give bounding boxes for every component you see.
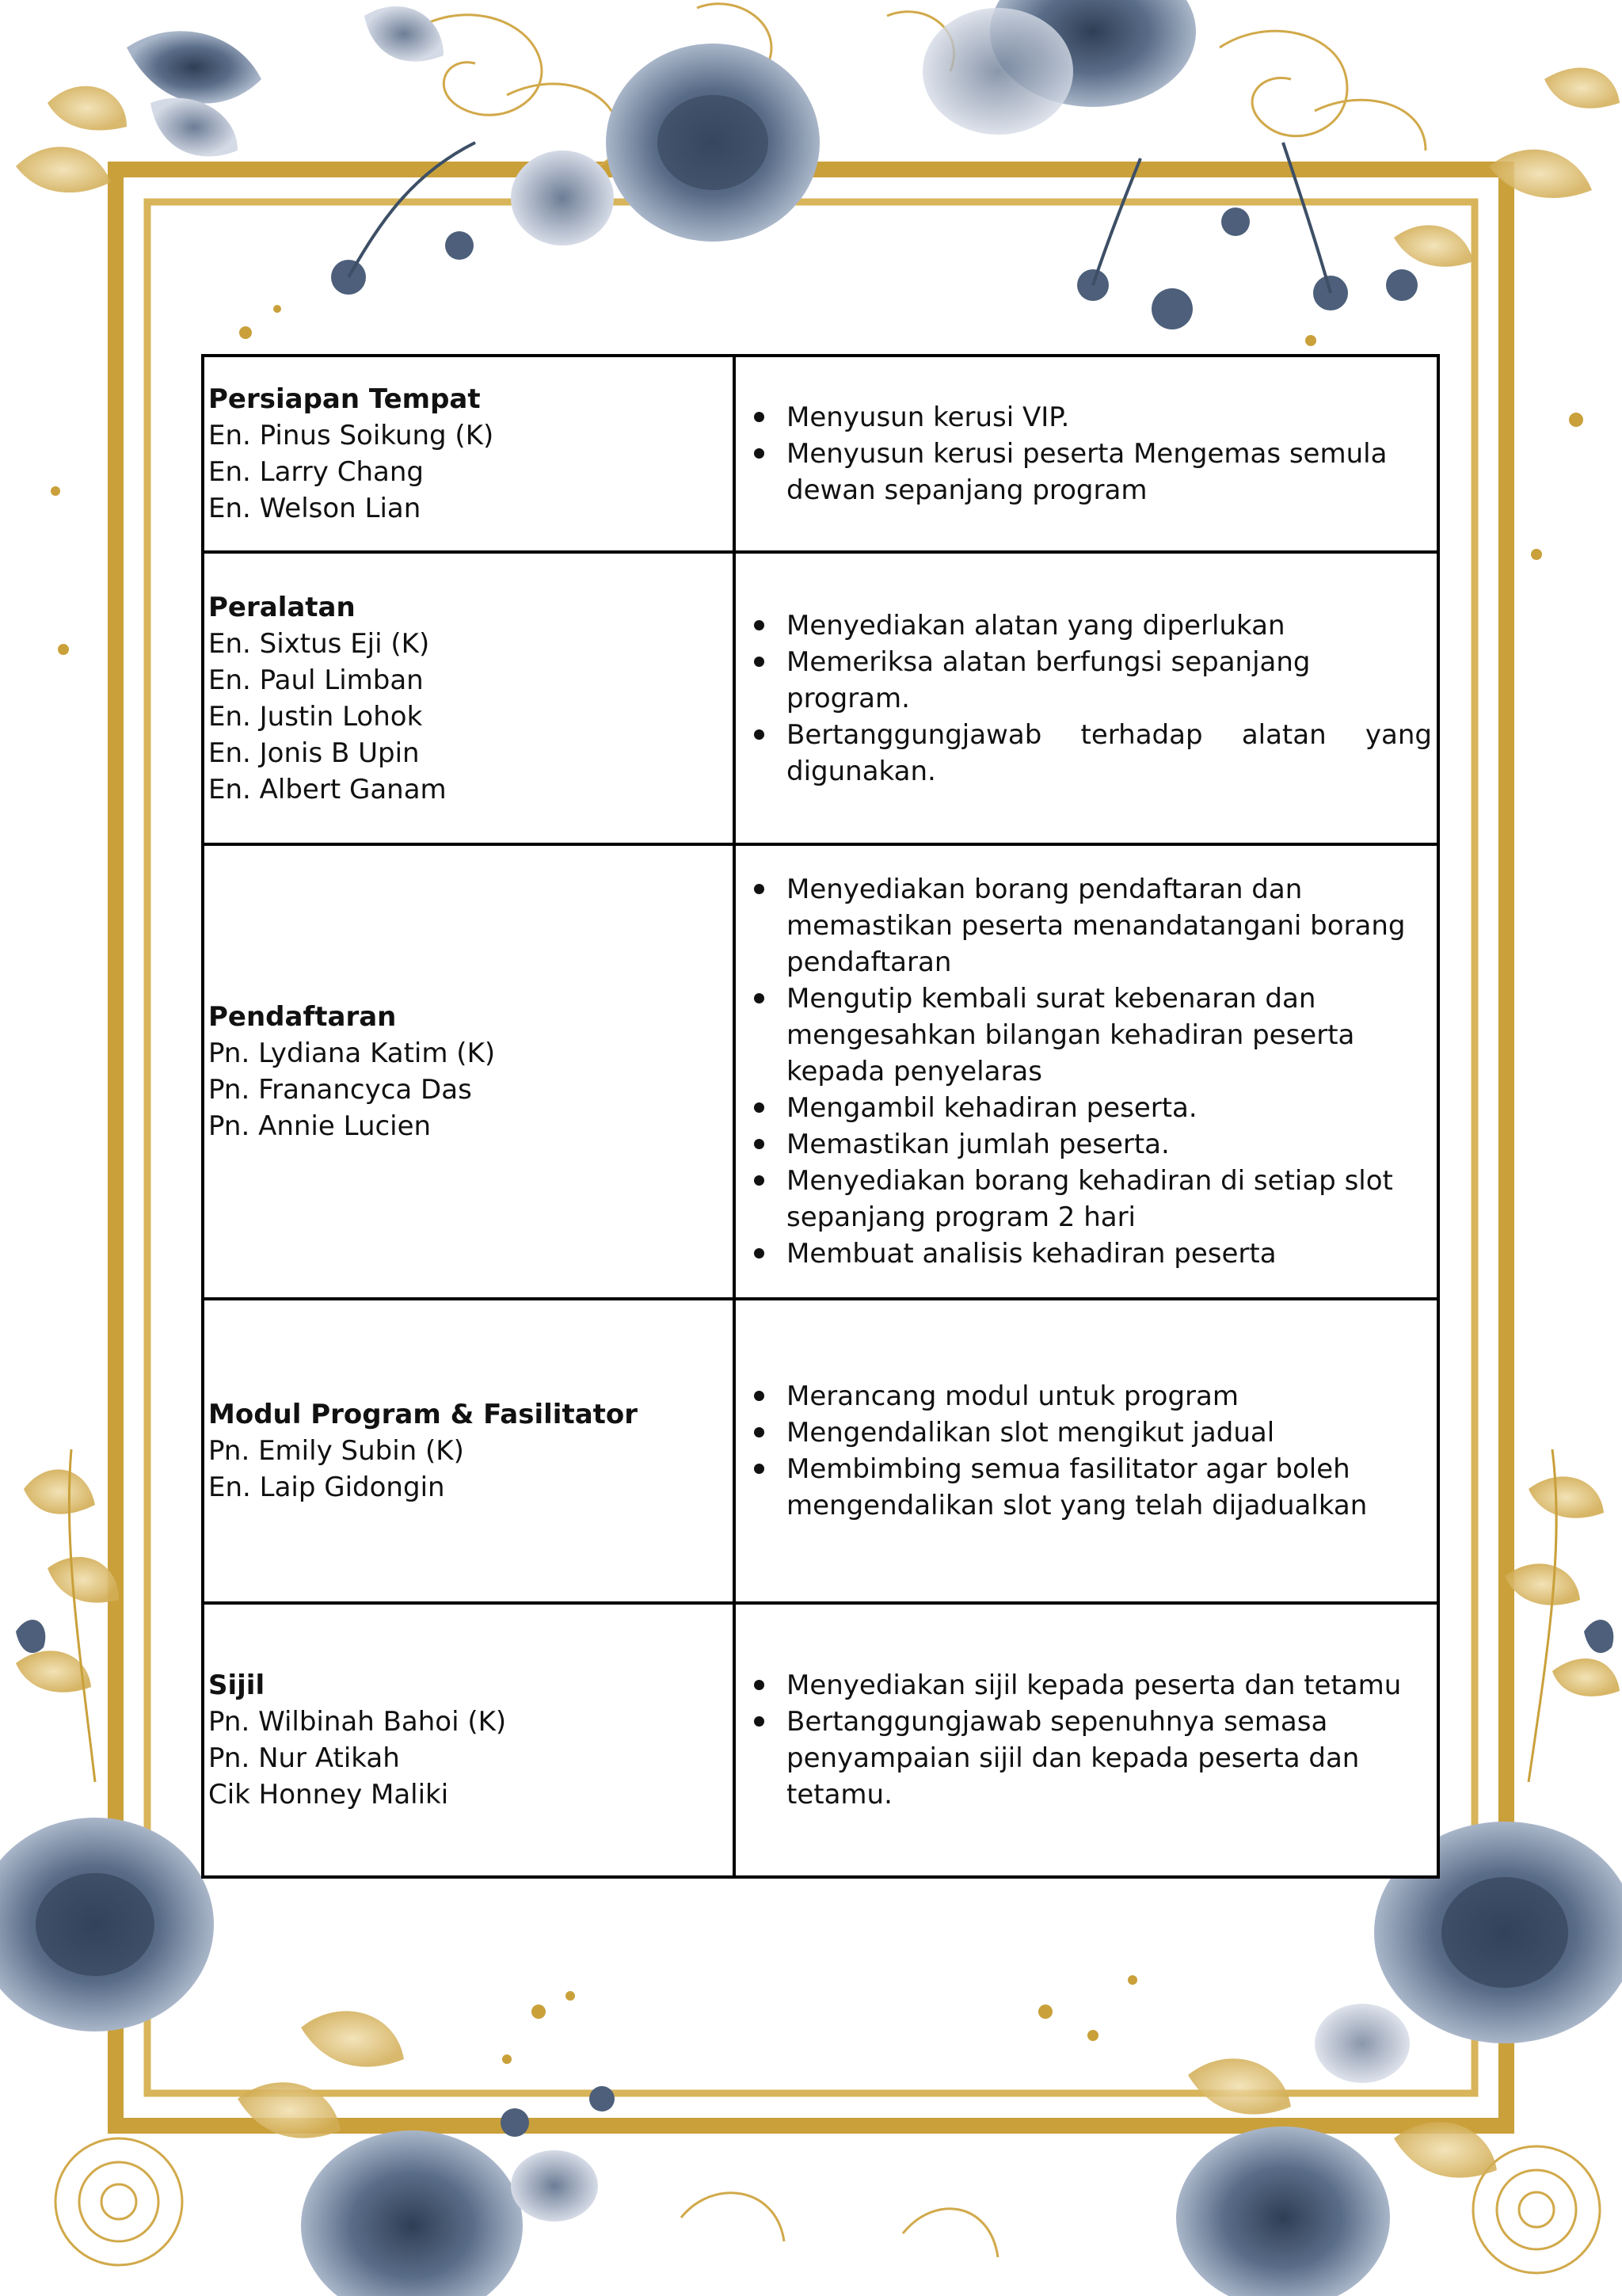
duty-item: Mengendalikan slot mengikut jadual (786, 1415, 1432, 1451)
duty-item: Menyediakan alatan yang diperlukan (786, 607, 1432, 644)
duties-list (736, 1667, 1432, 1813)
table-row (203, 552, 1438, 844)
duties-list (736, 871, 1432, 1272)
section-title: Persiapan Tempat (208, 383, 481, 415)
duty-item: Bertanggungjawab sepenuhnya semasa penyampaian sijil dan kepada peserta dan tetamu. (786, 1704, 1432, 1813)
table-row (203, 844, 1438, 1299)
member-name: En. Albert Ganam (208, 773, 447, 805)
gold-rose-outline-icon (412, 4, 1426, 169)
section-title: Peralatan (208, 591, 356, 623)
navy-watercolor-peony-icon (127, 0, 1196, 246)
duty-item: Memeriksa alatan berfungsi sepanjang program. (786, 644, 1432, 717)
member-name: En. Jonis B Upin (208, 737, 420, 769)
table-row (203, 1299, 1438, 1603)
member-name: Pn. Annie Lucien (208, 1110, 432, 1142)
duty-item: Membuat analisis kehadiran peserta (786, 1236, 1432, 1272)
member-name: Pn. Nur Atikah (208, 1742, 400, 1774)
committee-cell (203, 844, 734, 1299)
duty-item: Mengambil kehadiran peserta. (786, 1090, 1432, 1126)
table-row (203, 1603, 1438, 1877)
member-name: Pn. Franancyca Das (208, 1074, 472, 1106)
section-title: Modul Program & Fasilitator (208, 1399, 638, 1430)
navy-watercolor-peony-icon (0, 1818, 1622, 2296)
duties-cell (734, 844, 1438, 1299)
duty-item: Memastikan jumlah peserta. (786, 1126, 1432, 1163)
duties-list (736, 607, 1432, 790)
member-name: En. Welson Lian (208, 493, 421, 524)
member-name: Pn. Emily Subin (K) (208, 1435, 464, 1467)
duty-item: Bertanggungjawab terhadap alatan yang digunakan. (786, 717, 1432, 790)
section-title: Pendaftaran (208, 1001, 397, 1033)
committee-cell (203, 1603, 734, 1877)
member-name: En. Pinus Soikung (K) (208, 420, 494, 451)
duty-item: Menyediakan borang pendaftaran dan memastikan peserta menandatangani borang pendaftaran (786, 871, 1432, 980)
duties-cell (734, 552, 1438, 844)
member-name: En. Justin Lohok (208, 700, 423, 733)
section-title: Sijil (208, 1670, 265, 1701)
committee-table (201, 354, 1440, 1879)
duties-list (736, 399, 1432, 508)
duties-cell (734, 1299, 1438, 1603)
member-name: En. Paul Limban (208, 664, 424, 696)
duty-item: Mengutip kembali surat kebenaran dan mengesahkan bilangan kehadiran peserta kepada penyelaras (786, 980, 1432, 1090)
duty-item: Menyusun kerusi VIP. (786, 399, 1432, 436)
duties-cell (734, 1603, 1438, 1877)
duty-item: Menyusun kerusi peserta Mengemas semula dewan sepanjang program (786, 436, 1432, 508)
member-name: Pn. Lydiana Katim (K) (208, 1038, 496, 1069)
duty-item: Menyediakan borang kehadiran di setiap slot sepanjang program 2 hari (786, 1163, 1432, 1236)
committee-cell (203, 356, 734, 552)
committee-cell (203, 552, 734, 844)
member-name: En. Laip Gidongin (208, 1472, 445, 1503)
navy-berry-icon (331, 208, 1418, 329)
member-name: Pn. Wilbinah Bahoi (K) (208, 1706, 507, 1738)
table-row (203, 356, 1438, 552)
committee-cell (203, 1299, 734, 1603)
member-name: Cik Honney Maliki (208, 1779, 449, 1811)
duties-list (736, 1378, 1432, 1524)
member-name: En. Larry Chang (208, 456, 424, 488)
member-name: En. Sixtus Eji (K) (208, 627, 430, 660)
duty-item: Membimbing semua fasilitator agar boleh mengendalikan slot yang telah dijadualkan (786, 1451, 1432, 1524)
duties-cell (734, 356, 1438, 552)
duty-item: Merancang modul untuk program (786, 1378, 1432, 1415)
duty-item: Menyediakan sijil kepada peserta dan tetamu (786, 1667, 1432, 1704)
